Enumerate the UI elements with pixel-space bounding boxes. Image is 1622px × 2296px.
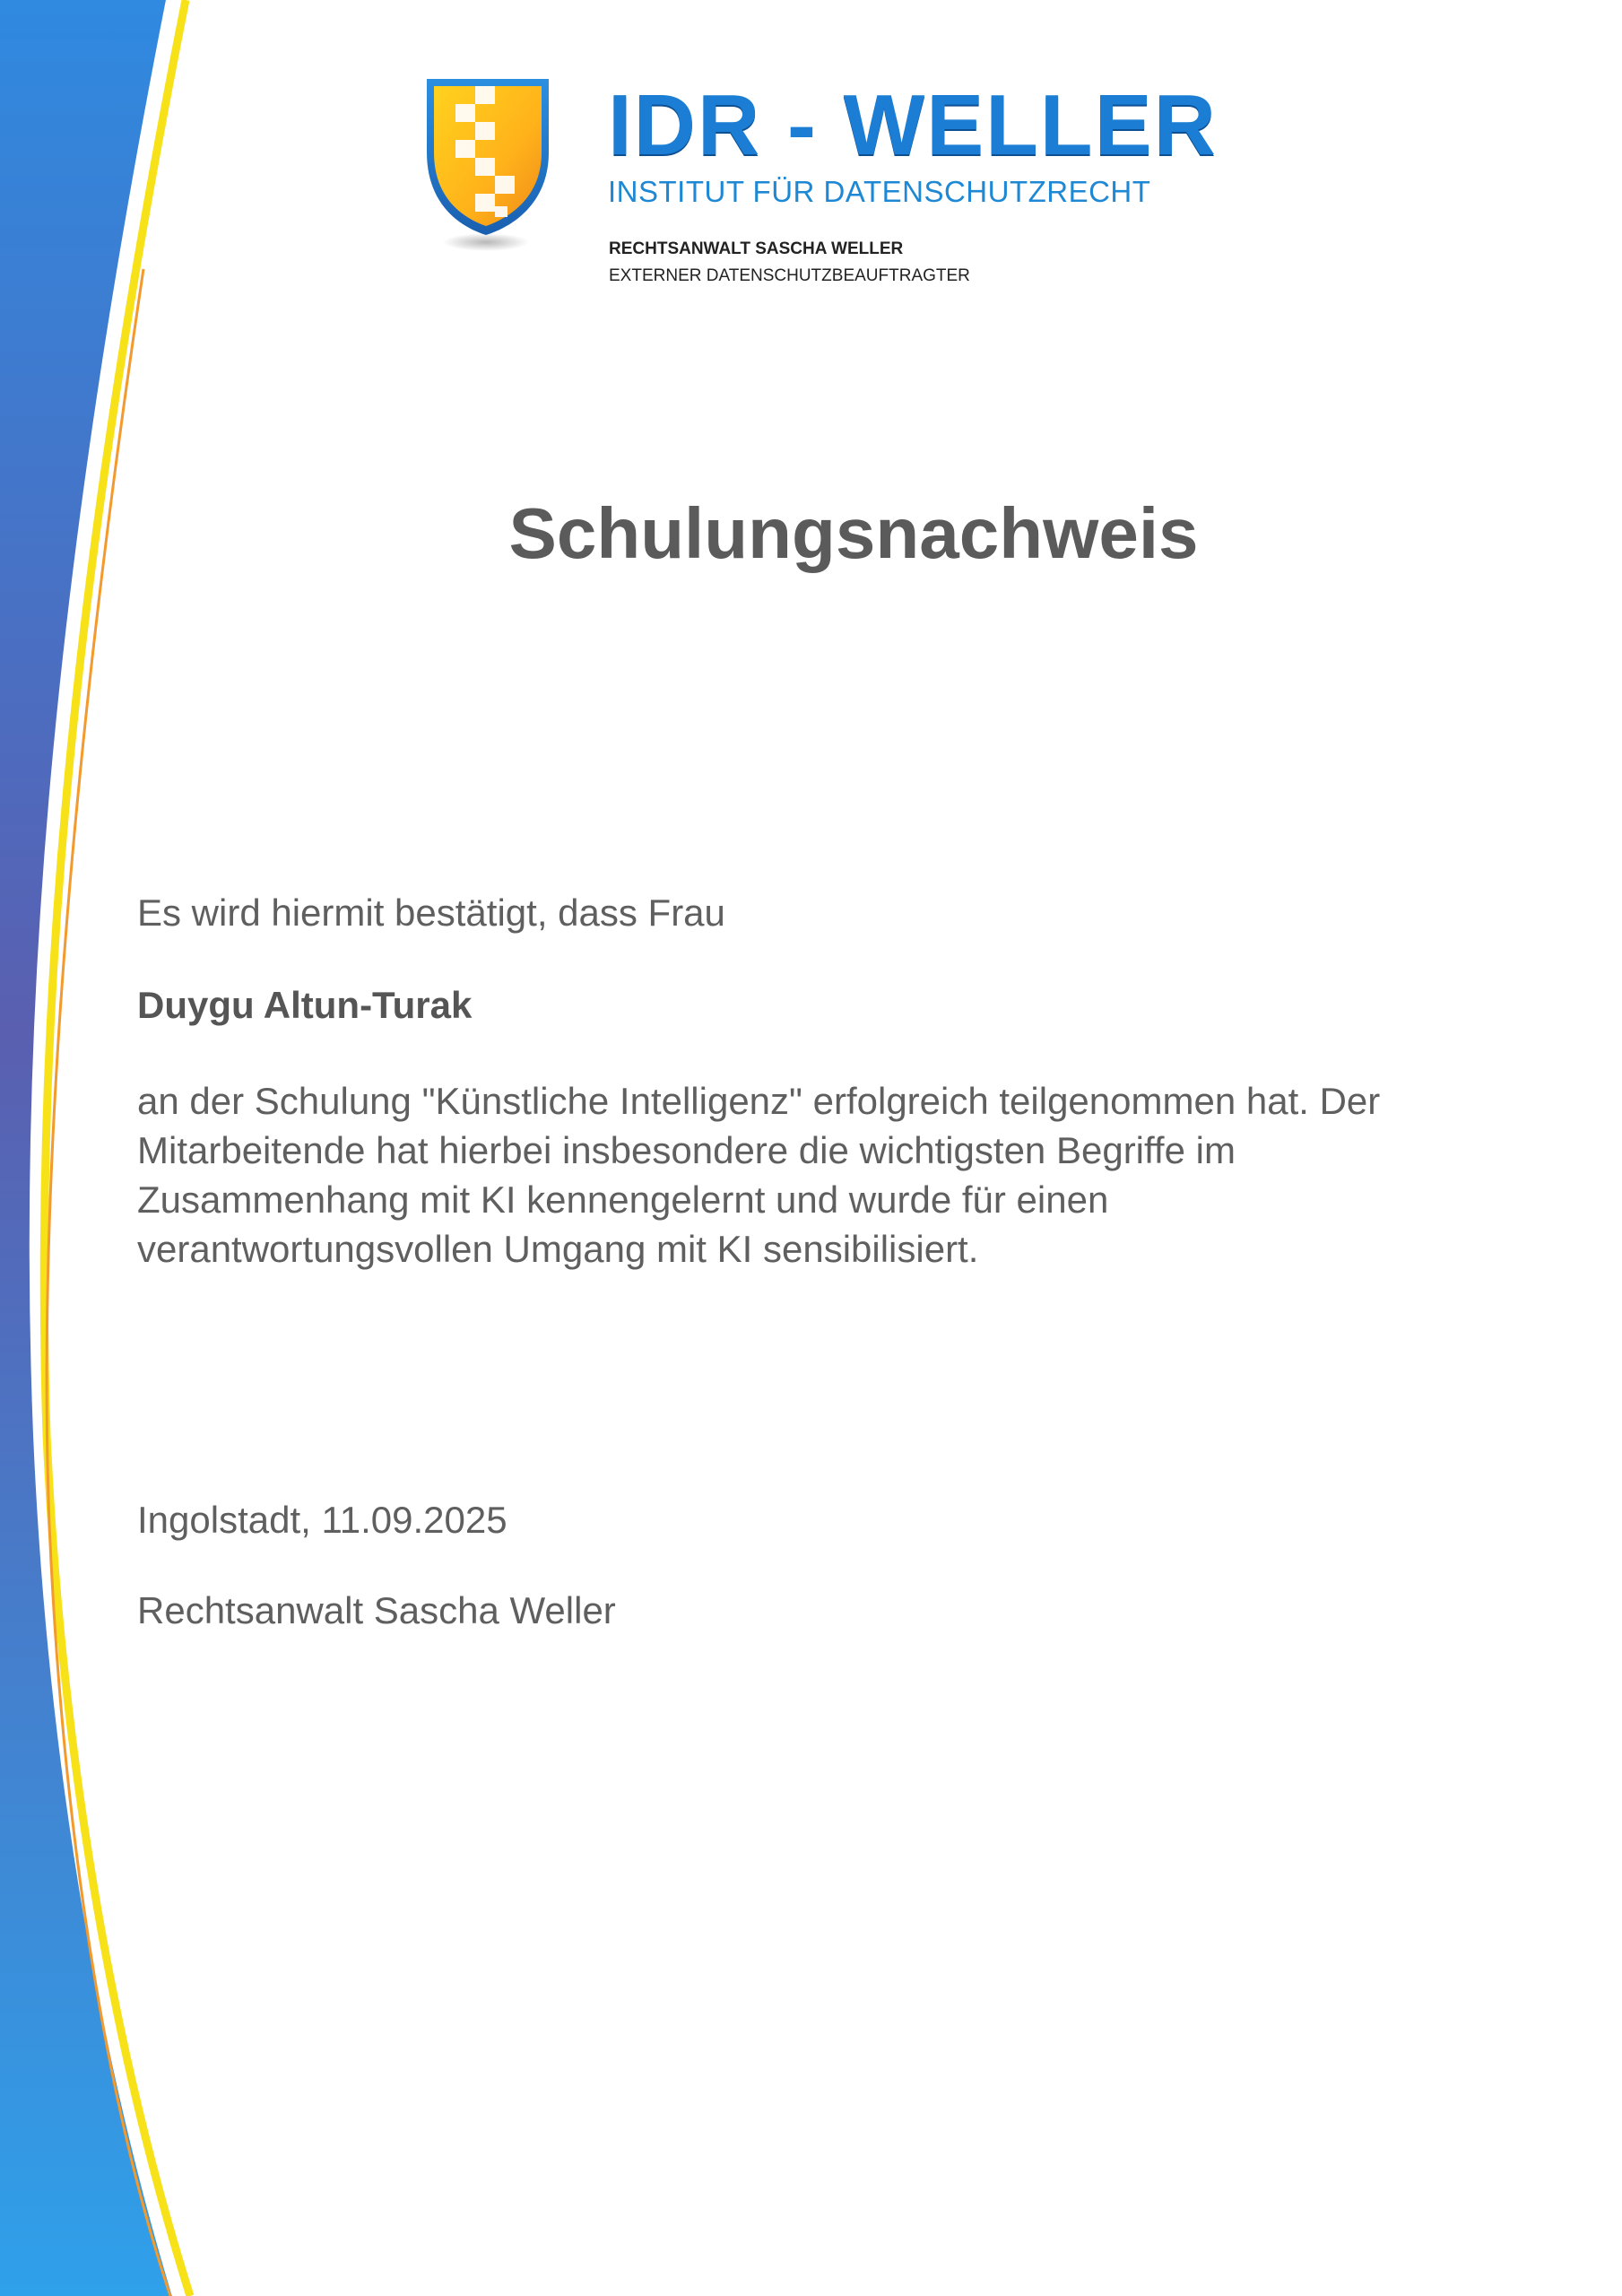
confirmation-paragraph: [137, 1076, 1500, 1274]
place-date: Ingolstadt, 11.09.2025: [137, 1499, 507, 1541]
participant-name: Duygu Altun-Turak: [137, 984, 473, 1026]
lawyer-line: RECHTSANWALT SASCHA WELLER: [609, 239, 904, 258]
brand-wordmark: [608, 77, 1218, 173]
signatory: Rechtsanwalt Sascha Weller: [137, 1589, 616, 1631]
confirmation-line: Zusammenhang mit KI kennengelernt und wurde für einen: [137, 1178, 1109, 1221]
brand-name-right: WELLER: [843, 77, 1218, 173]
confirmation-line: an der Schulung "Künstliche Intelligenz" erfolgreich teilgenommen hat. Der: [137, 1080, 1381, 1122]
confirmation-line: verantwortungsvollen Umgang mit KI sensibilisiert.: [137, 1228, 979, 1270]
document-title: Schulungsnachweis: [508, 493, 1199, 573]
intro-text: Es wird hiermit bestätigt, dass Frau: [137, 891, 725, 934]
brand-name-left: IDR: [608, 77, 762, 173]
shield-checker-icon: [421, 72, 556, 256]
confirmation-line: Mitarbeitende hat hierbei insbesondere die wichtigsten Begriffe im: [137, 1129, 1236, 1171]
role-line: EXTERNER DATENSCHUTZBEAUFTRAGTER: [609, 266, 970, 285]
brand-separator: -: [787, 77, 818, 173]
brand-subtitle: INSTITUT FÜR DATENSCHUTZRECHT: [608, 175, 1151, 208]
